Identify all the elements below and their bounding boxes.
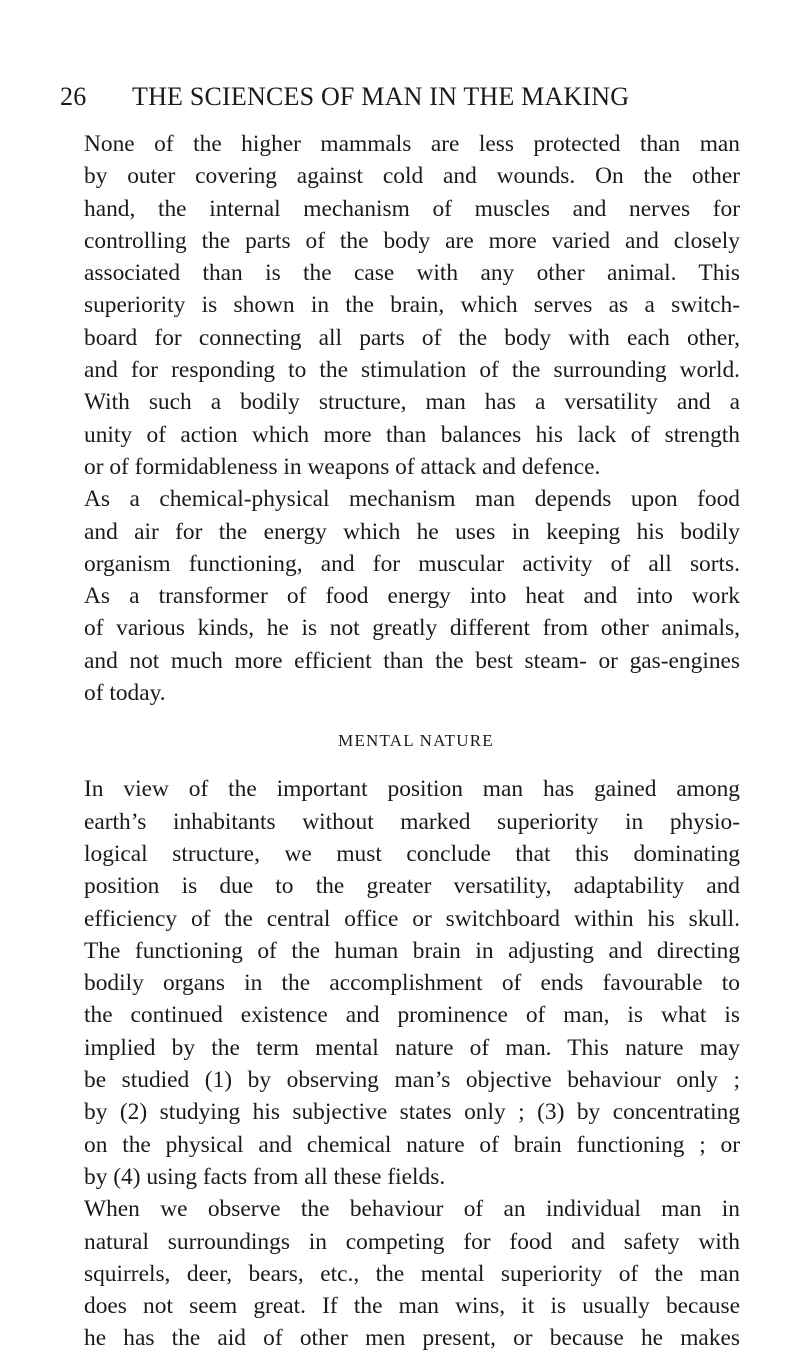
text-line: be studied (1) by observing man’s objective behaviour only ;	[84, 1067, 740, 1094]
text-line: With such a bodily structure, man has a versatility and a	[84, 389, 740, 416]
text-line: on the physical and chemical nature of brain functioning ; or	[84, 1131, 740, 1158]
paragraph-1	[84, 128, 740, 483]
text-line: position is due to the greater versatility, adaptability and	[84, 873, 740, 900]
text-line: by (2) studying his subjective states only ; (3) by concentrating	[84, 1099, 740, 1126]
text-line: and air for the energy which he uses in keeping his bodily	[84, 518, 740, 545]
text-line: efficiency of the central office or switchboard within his skull.	[84, 905, 740, 932]
text-line: controlling the parts of the body are more varied and closely	[84, 227, 740, 254]
text-line: associated than is the case with any other animal. This	[84, 260, 740, 287]
text-line: by (4) using facts from all these fields.	[84, 1163, 446, 1190]
text-line: logical structure, we must conclude that this dominating	[84, 840, 740, 867]
text-line: squirrels, deer, bears, etc., the mental superiority of the man	[84, 1260, 740, 1287]
page-number: 26	[60, 82, 87, 111]
text-line: superiority is shown in the brain, which serves as a switch-	[84, 292, 740, 319]
paragraph-3	[84, 773, 740, 1193]
text-line: hand, the internal mechanism of muscles and nerves for	[84, 195, 740, 222]
text-line: None of the higher mammals are less protected than man	[84, 131, 740, 157]
text-line: organism functioning, and for muscular activity of all sorts.	[84, 550, 740, 577]
text-line: and not much more efficient than the best steam- or gas-engines	[84, 647, 740, 674]
text-line: and for responding to the stimulation of the surrounding world.	[84, 357, 740, 384]
text-line: In view of the important position man has gained among	[84, 776, 740, 803]
text-line: bodily organs in the accomplishment of ends favourable to	[84, 970, 740, 997]
text-line: he has the aid of other men present, or because he makes	[84, 1325, 740, 1352]
text-line: unity of action which more than balances his lack of strength	[84, 421, 740, 448]
text-line: earth’s inhabitants without marked superiority in physio-	[84, 808, 740, 835]
running-head	[60, 82, 740, 112]
running-title: THE SCIENCES OF MAN IN THE MAKING	[132, 82, 630, 111]
text-line: of today.	[84, 680, 166, 707]
text-line: or of formidableness in weapons of attack and defence.	[84, 453, 601, 480]
text-line: As a chemical-physical mechanism man depends upon food	[84, 486, 740, 513]
text-line: board for connecting all parts of the body with each other,	[84, 324, 740, 351]
paragraph-2	[84, 483, 740, 709]
text-line: The functioning of the human brain in adjusting and directing	[84, 937, 740, 964]
text-line: by outer covering against cold and wounds. On the other	[84, 163, 740, 190]
paragraph-4	[84, 1193, 740, 1354]
text-line: natural surroundings in competing for food and safety with	[84, 1228, 740, 1255]
text-line: does not seem great. If the man wins, it is usually because	[84, 1293, 740, 1320]
section-heading: MENTAL NATURE	[338, 731, 494, 751]
text-line: the continued existence and prominence of man, is what is	[84, 1002, 740, 1029]
text-line: When we observe the behaviour of an individual man in	[84, 1196, 740, 1223]
text-line: implied by the term mental nature of man. This nature may	[84, 1034, 740, 1061]
body-text	[84, 128, 740, 1355]
text-line: As a transformer of food energy into heat and into work	[84, 583, 740, 610]
text-line: of various kinds, he is not greatly different from other animals,	[84, 615, 740, 642]
